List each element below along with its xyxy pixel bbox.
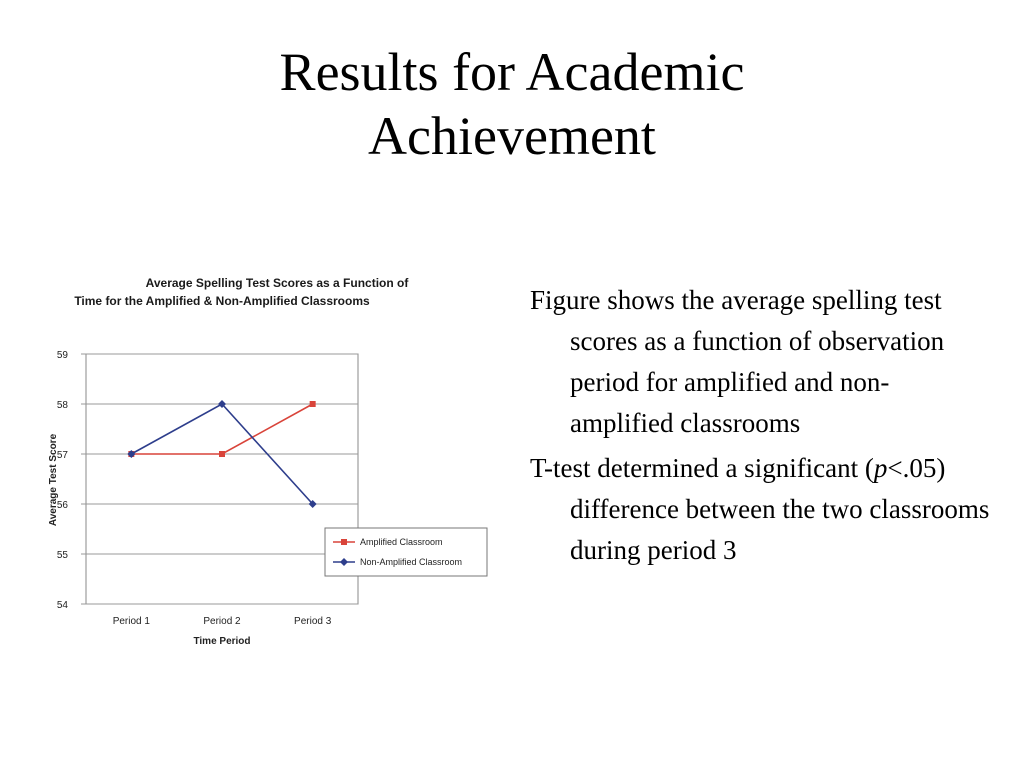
chart-svg xyxy=(40,270,500,660)
chart-title-line-2: Time for the Amplified & Non-Amplified Classrooms xyxy=(74,294,370,308)
chart xyxy=(40,270,500,660)
legend-marker xyxy=(341,539,347,545)
y-tick-label: 57 xyxy=(56,450,68,461)
slide-title xyxy=(0,40,1024,168)
x-tick-label: Period 2 xyxy=(203,616,241,627)
note-item-1-text: Figure shows the average spelling test scores as a function of observation period for amplified and non-amplified classrooms xyxy=(530,285,945,438)
legend-box xyxy=(325,528,487,576)
slide-title-line-2: Achievement xyxy=(368,106,656,166)
y-tick-label: 59 xyxy=(56,350,68,361)
slide-title-line-1: Results for Academic xyxy=(279,42,745,102)
y-axis-label: Average Test Score xyxy=(48,433,59,527)
note-item-2 xyxy=(530,448,990,571)
y-tick-label: 56 xyxy=(56,500,68,511)
y-tick-label: 54 xyxy=(56,600,68,611)
chart-title-line-1: Average Spelling Test Scores as a Function of xyxy=(145,276,409,290)
y-tick-label: 55 xyxy=(56,550,68,561)
note-item-2-post: <.05) difference between the two classrooms during period 3 xyxy=(570,453,990,565)
x-tick-label: Period 1 xyxy=(112,616,150,627)
data-point xyxy=(310,401,316,407)
x-tick-label: Period 3 xyxy=(294,616,332,627)
series-line-1 xyxy=(131,404,312,454)
legend-label: Amplified Classroom xyxy=(360,537,443,547)
note-item-1 xyxy=(530,280,990,444)
notes-list xyxy=(530,280,990,575)
data-point xyxy=(219,451,225,457)
note-item-2-pre: T-test determined a significant ( xyxy=(530,453,874,483)
x-axis-label: Time Period xyxy=(193,636,251,647)
plot-border xyxy=(86,354,358,604)
plot-area xyxy=(57,350,487,627)
note-item-2-italic: p xyxy=(873,453,888,483)
legend-label: Non-Amplified Classroom xyxy=(360,557,463,567)
y-tick-label: 58 xyxy=(56,400,68,411)
